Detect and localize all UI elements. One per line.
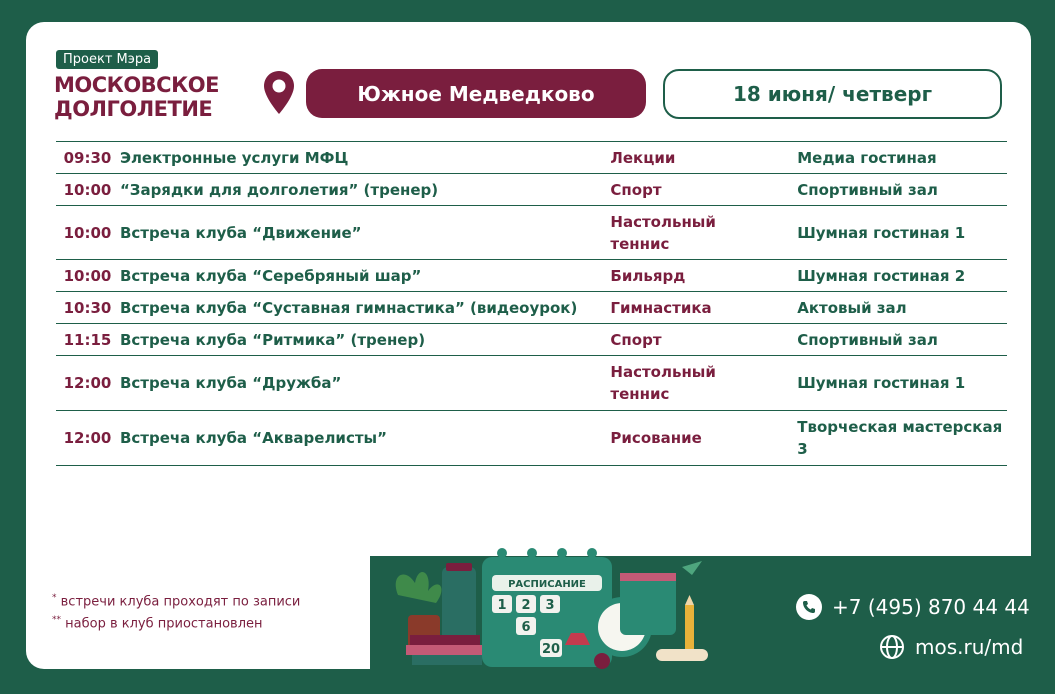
- phone-icon: [796, 594, 822, 620]
- row-event: Встреча клуба “Дружба”: [119, 374, 342, 392]
- row-room: Спортивный зал: [797, 330, 938, 349]
- row-room: Шумная гостиная 1: [797, 374, 966, 392]
- website-contact[interactable]: [879, 634, 1023, 660]
- schedule-illustration: [320, 525, 740, 675]
- logo-line-2: ДОЛГОЛЕТИЕ: [54, 97, 213, 121]
- footnote-2-mark: **: [52, 615, 61, 626]
- row-time: 12:00: [63, 374, 112, 392]
- calendar-day-1: 1: [497, 598, 507, 613]
- row-category: Рисование: [610, 429, 702, 447]
- row-category: Настольный теннис: [610, 212, 716, 253]
- footnote-2-text: набор в клуб приостановлен: [65, 616, 263, 632]
- row-event: Электронные услуги МФЦ: [119, 148, 349, 167]
- project-badge: Проект Мэра: [56, 50, 158, 69]
- row-room: Шумная гостиная 1: [797, 223, 966, 242]
- row-category: Гимнастика: [610, 298, 712, 317]
- footnote-2: [52, 611, 300, 633]
- table-row: [56, 260, 1007, 292]
- footnote-1-text: встречи клуба проходят по записи: [60, 594, 301, 610]
- calendar-day-2: 2: [521, 598, 531, 613]
- row-event: Встреча клуба “Акварелисты”: [119, 429, 387, 447]
- row-event: Встреча клуба “Серебряный шар”: [119, 266, 422, 285]
- row-event: Встреча клуба “Движение”: [119, 223, 362, 242]
- website-link[interactable]: mos.ru/md: [915, 635, 1024, 659]
- event-date: 18 июня/ четверг: [663, 69, 1002, 119]
- row-event: Встреча клуба “Суставная гимнастика” (видеоурок): [119, 298, 578, 317]
- row-category: Лекции: [610, 148, 676, 167]
- calendar-day-6: 6: [521, 620, 531, 635]
- schedule-table: [56, 141, 1007, 466]
- row-time: 11:15: [63, 330, 112, 349]
- logo-line-1: МОСКОВСКОЕ: [54, 73, 219, 97]
- table-row: [56, 292, 1007, 324]
- row-time: 10:00: [63, 223, 112, 242]
- footnote-1-mark: *: [52, 593, 57, 603]
- table-row: [56, 206, 1007, 260]
- globe-icon: [879, 634, 905, 660]
- row-time: 10:00: [63, 266, 112, 285]
- row-time: 10:30: [63, 298, 112, 317]
- district-name: Южное Медведково: [306, 69, 646, 118]
- row-event: “Зарядки для долголетия” (тренер): [119, 180, 439, 199]
- row-category: Бильярд: [610, 266, 686, 285]
- row-time: 09:30: [63, 148, 112, 167]
- row-time: 12:00: [63, 429, 112, 447]
- row-category: Спорт: [610, 180, 662, 199]
- calendar-day-20: 20: [541, 642, 561, 657]
- row-room: Медиа гостиная: [797, 148, 937, 167]
- row-category: Спорт: [610, 330, 662, 349]
- row-category: Настольный теннис: [610, 363, 716, 403]
- table-row: [56, 411, 1007, 466]
- row-room: Спортивный зал: [797, 180, 938, 199]
- location-pin-icon: [262, 70, 296, 116]
- calendar-day-3: 3: [545, 598, 555, 613]
- row-room: Актовый зал: [797, 298, 907, 317]
- footnotes: [52, 589, 300, 634]
- table-row: [56, 324, 1007, 356]
- table-row: [56, 142, 1007, 174]
- table-row: [56, 174, 1007, 206]
- row-event: Встреча клуба “Ритмика” (тренер): [119, 330, 426, 349]
- phone-number[interactable]: +7 (495) 870 44 44: [832, 595, 1030, 619]
- row-time: 10:00: [63, 180, 112, 199]
- row-room: Творческая мастерская 3: [797, 418, 1003, 458]
- table-row: [56, 356, 1007, 411]
- footnote-1: [52, 589, 300, 611]
- row-room: Шумная гостиная 2: [797, 266, 966, 285]
- calendar-title: РАСПИСАНИЕ: [508, 579, 586, 590]
- phone-contact[interactable]: [796, 594, 1030, 620]
